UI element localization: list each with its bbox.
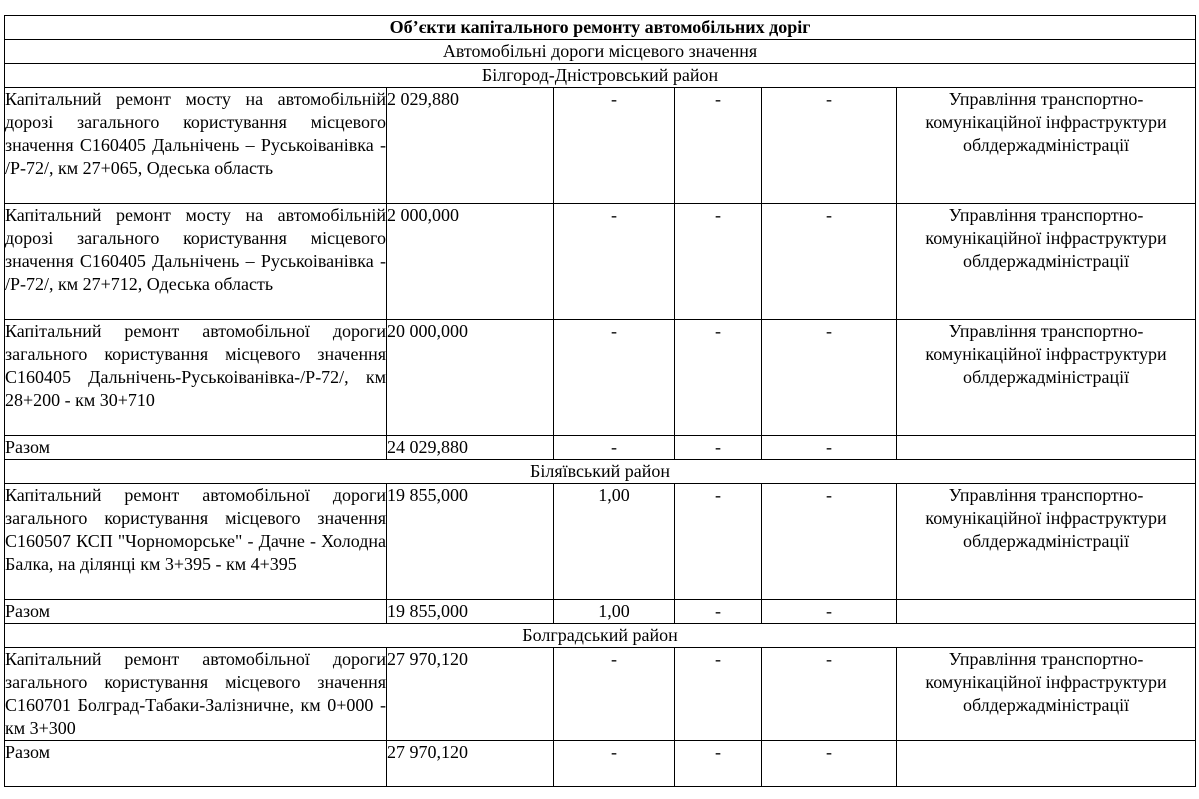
object-col4: - (675, 88, 762, 204)
object-col5: - (762, 88, 897, 204)
district-name: Болградський район (5, 624, 1196, 648)
total-col3: 1,00 (554, 600, 675, 624)
object-organization: Управління транспортно-комунікаційної інфраструктури облдержадміністрації (897, 648, 1196, 741)
total-label: Разом (5, 741, 387, 787)
object-col4: - (675, 204, 762, 320)
total-col5: - (762, 741, 897, 787)
object-col4: - (675, 484, 762, 600)
total-organization (897, 436, 1196, 460)
table-title: Об’єкти капітального ремонту автомобільних доріг (5, 16, 1196, 40)
table-row (5, 648, 1196, 741)
total-row (5, 600, 1196, 624)
total-row (5, 436, 1196, 460)
capital-repair-table (4, 15, 1196, 787)
object-description: Капітальний ремонт мосту на автомобільній дорозі загального користування місцевого значення С160405 Дальнічень – Руськоіванівка - /Р-72/, км 27+065, Одеська область (5, 88, 387, 204)
object-description: Капітальний ремонт автомобільної дороги загального користування місцевого значення С160507 КСП "Чорноморське" - Дачне - Холодна Балка, на ділянці км 3+395 - км 4+395 (5, 484, 387, 600)
object-col3: - (554, 320, 675, 436)
object-description: Капітальний ремонт мосту на автомобільній дорозі загального користування місцевого значення С160405 Дальнічень – Руськоіванівка - /Р-72/, км 27+712, Одеська область (5, 204, 387, 320)
object-description: Капітальний ремонт автомобільної дороги загального користування місцевого значення С160405 Дальнічень-Руськоіванівка-/Р-72/, км 28+200 - км 30+710 (5, 320, 387, 436)
object-amount: 20 000,000 (387, 320, 554, 436)
total-col3: - (554, 436, 675, 460)
total-amount: 27 970,120 (387, 741, 554, 787)
table-row (5, 204, 1196, 320)
total-col5: - (762, 600, 897, 624)
object-col5: - (762, 484, 897, 600)
object-col3: 1,00 (554, 484, 675, 600)
district-header-row (5, 64, 1196, 88)
total-col5: - (762, 436, 897, 460)
title-row (5, 16, 1196, 40)
total-col4: - (675, 741, 762, 787)
total-row (5, 741, 1196, 787)
object-amount: 27 970,120 (387, 648, 554, 741)
object-description: Капітальний ремонт автомобільної дороги загального користування місцевого значення С160701 Болград-Табаки-Залізничне, км 0+000 - км 3+300 (5, 648, 387, 741)
object-col3: - (554, 204, 675, 320)
object-col3: - (554, 88, 675, 204)
object-organization: Управління транспортно-комунікаційної інфраструктури облдержадміністрації (897, 484, 1196, 600)
total-amount: 19 855,000 (387, 600, 554, 624)
total-label: Разом (5, 600, 387, 624)
object-col3: - (554, 648, 675, 741)
total-col4: - (675, 600, 762, 624)
object-col4: - (675, 648, 762, 741)
object-col5: - (762, 648, 897, 741)
object-col5: - (762, 204, 897, 320)
object-amount: 19 855,000 (387, 484, 554, 600)
table-subtitle: Автомобільні дороги місцевого значення (5, 40, 1196, 64)
object-organization: Управління транспортно-комунікаційної інфраструктури облдержадміністрації (897, 204, 1196, 320)
total-label: Разом (5, 436, 387, 460)
object-amount: 2 029,880 (387, 88, 554, 204)
object-organization: Управління транспортно-комунікаційної інфраструктури облдержадміністрації (897, 320, 1196, 436)
table-row (5, 484, 1196, 600)
object-col4: - (675, 320, 762, 436)
object-amount: 2 000,000 (387, 204, 554, 320)
total-amount: 24 029,880 (387, 436, 554, 460)
object-col5: - (762, 320, 897, 436)
district-header-row (5, 460, 1196, 484)
table-row (5, 88, 1196, 204)
total-col3: - (554, 741, 675, 787)
district-name: Біляївський район (5, 460, 1196, 484)
total-organization (897, 741, 1196, 787)
table-row (5, 320, 1196, 436)
subtitle-row (5, 40, 1196, 64)
district-name: Білгород-Дністровський район (5, 64, 1196, 88)
total-organization (897, 600, 1196, 624)
object-organization: Управління транспортно-комунікаційної інфраструктури облдержадміністрації (897, 88, 1196, 204)
total-col4: - (675, 436, 762, 460)
district-header-row (5, 624, 1196, 648)
